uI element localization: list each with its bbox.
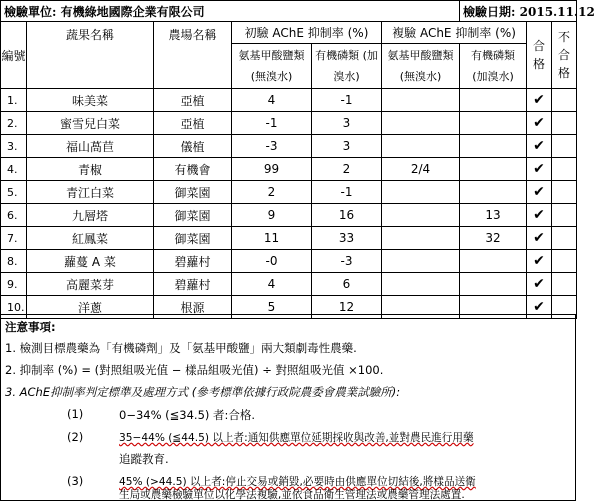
table-row: [1, 112, 577, 135]
organophosphate-retest-value: [460, 89, 527, 112]
pass-mark: ✔: [527, 227, 552, 250]
fail-mark: [552, 181, 577, 204]
carbamate-retest-value: [382, 227, 460, 250]
fail-mark: [552, 112, 577, 135]
table-body: [1, 89, 577, 319]
col-organophosphate: 有機磷類 (加溴水): [312, 44, 382, 89]
notes-section: [0, 314, 576, 501]
note-3: 3. AChE抑制率判定標準及處理方式 (參考標準依據行政院農委會農業試驗所):: [5, 385, 401, 399]
col-fail: 不合格: [552, 22, 577, 89]
vegetable-name: 洋蔥: [27, 296, 154, 319]
vegetable-name: 高麗菜芽: [27, 273, 154, 296]
inspection-unit: 檢驗單位: 有機綠地國際企業有限公司: [1, 1, 460, 22]
fail-mark: [552, 158, 577, 181]
fail-mark: [552, 273, 577, 296]
carbamate-retest-value: [382, 250, 460, 273]
carbamate-value: 5: [232, 296, 312, 319]
col-vegetable: 蔬果名稱: [27, 22, 154, 89]
row-number: 3.: [1, 135, 27, 158]
farm-name: 御菜園: [154, 227, 232, 250]
organophosphate-retest-value: [460, 250, 527, 273]
carbamate-value: 99: [232, 158, 312, 181]
carbamate-value: 11: [232, 227, 312, 250]
farm-name: 御菜園: [154, 181, 232, 204]
organophosphate-value: 3: [312, 112, 382, 135]
criteria-1-number: (1): [67, 407, 84, 421]
carbamate-retest-value: [382, 181, 460, 204]
farm-name: 碧蘿村: [154, 273, 232, 296]
organophosphate-value: 16: [312, 204, 382, 227]
criteria-2-cont: 追蹤教育.: [119, 452, 169, 466]
carbamate-retest-value: [382, 135, 460, 158]
pass-mark: ✔: [527, 296, 552, 319]
note-1: 1. 檢測目標農藥為「有機磷劑」及「氨基甲酸鹽」兩大類劇毒性農藥.: [5, 341, 357, 355]
carbamate-retest-value: [382, 112, 460, 135]
organophosphate-retest-value: [460, 181, 527, 204]
pass-mark: ✔: [527, 181, 552, 204]
organophosphate-retest-value: 32: [460, 227, 527, 250]
note-2: 2. 抑制率 (%) = (對照組吸光值 − 樣品組吸光值) ÷ 對照組吸光值 ×100.: [5, 363, 384, 377]
criteria-3-cont: 生局或農藥檢驗單位以化學法複驗,並依食品衛生管理法或農藥管理法處置.: [119, 489, 465, 501]
col-organophosphate-retest: 有機磷類 (加溴水): [460, 44, 527, 89]
pass-mark: ✔: [527, 158, 552, 181]
carbamate-value: -3: [232, 135, 312, 158]
organophosphate-value: 12: [312, 296, 382, 319]
fail-mark: [552, 89, 577, 112]
organophosphate-retest-value: 13: [460, 204, 527, 227]
table-row: [1, 135, 577, 158]
carbamate-value: 4: [232, 273, 312, 296]
table-row: [1, 89, 577, 112]
farm-name: 碧蘿村: [154, 250, 232, 273]
carbamate-retest-value: [382, 204, 460, 227]
pass-mark: ✔: [527, 135, 552, 158]
col-pass: 合格: [527, 22, 552, 89]
farm-name: 根源: [154, 296, 232, 319]
carbamate-retest-value: [382, 89, 460, 112]
row-number: 6.: [1, 204, 27, 227]
criteria-1: 0−34% (≦34.5) 者:合格.: [119, 408, 256, 422]
criteria-3-number: (3): [67, 474, 84, 488]
col-carbamate: 氨基甲酸鹽類 (無溴水): [232, 44, 312, 89]
table-row: [1, 204, 577, 227]
fail-mark: [552, 135, 577, 158]
criteria-3: 45% (>44.5) 以上者:停止交易或銷毀,必要時由供應單位切結後,將樣品送衛: [119, 476, 476, 488]
farm-name: 亞植: [154, 89, 232, 112]
fail-mark: [552, 204, 577, 227]
criteria-2: 35−44% (≦44.5) 以上者:通知供應單位延期採收與改善,並對農民進行用藥: [119, 432, 474, 444]
vegetable-name: 青椒: [27, 158, 154, 181]
organophosphate-value: 6: [312, 273, 382, 296]
pass-mark: ✔: [527, 112, 552, 135]
organophosphate-value: 3: [312, 135, 382, 158]
carbamate-value: 4: [232, 89, 312, 112]
organophosphate-value: 33: [312, 227, 382, 250]
row-number: 7.: [1, 227, 27, 250]
pass-mark: ✔: [527, 204, 552, 227]
table-row: [1, 158, 577, 181]
vegetable-name: 福山萵苣: [27, 135, 154, 158]
organophosphate-retest-value: [460, 158, 527, 181]
vegetable-name: 味美菜: [27, 89, 154, 112]
carbamate-retest-value: [382, 273, 460, 296]
organophosphate-retest-value: [460, 112, 527, 135]
vegetable-name: 九層塔: [27, 204, 154, 227]
carbamate-value: 2: [232, 181, 312, 204]
carbamate-value: -1: [232, 112, 312, 135]
organophosphate-value: -3: [312, 250, 382, 273]
organophosphate-value: 2: [312, 158, 382, 181]
col-index: 編號: [1, 22, 27, 89]
farm-name: 儀植: [154, 135, 232, 158]
col-retest-inhibition: 複驗 AChE 抑制率 (%): [382, 22, 527, 44]
vegetable-name: 青江白菜: [27, 181, 154, 204]
carbamate-retest-value: 2/4: [382, 158, 460, 181]
row-number: 2.: [1, 112, 27, 135]
inspection-date: 檢驗日期: 2015.11.12: [460, 1, 577, 22]
organophosphate-value: -1: [312, 181, 382, 204]
organophosphate-value: -1: [312, 89, 382, 112]
pass-mark: ✔: [527, 273, 552, 296]
vegetable-name: 蘿蔓 A 菜: [27, 250, 154, 273]
organophosphate-retest-value: [460, 273, 527, 296]
pass-mark: ✔: [527, 250, 552, 273]
table-row: [1, 250, 577, 273]
row-number: 10.: [1, 296, 27, 319]
pass-mark: ✔: [527, 89, 552, 112]
row-number: 9.: [1, 273, 27, 296]
carbamate-value: 9: [232, 204, 312, 227]
row-number: 5.: [1, 181, 27, 204]
col-farm: 農場名稱: [154, 22, 232, 89]
farm-name: 御菜園: [154, 204, 232, 227]
fail-mark: [552, 227, 577, 250]
row-number: 1.: [1, 89, 27, 112]
farm-name: 亞植: [154, 112, 232, 135]
fail-mark: [552, 250, 577, 273]
criteria-2-number: (2): [67, 430, 84, 444]
col-carbamate-retest: 氨基甲酸鹽類 (無溴水): [382, 44, 460, 89]
notes-title: 注意事項:: [5, 320, 56, 334]
organophosphate-retest-value: [460, 135, 527, 158]
table-row: [1, 181, 577, 204]
table-row: [1, 273, 577, 296]
col-initial-inhibition: 初驗 AChE 抑制率 (%): [232, 22, 382, 44]
table-row: [1, 227, 577, 250]
row-number: 4.: [1, 158, 27, 181]
row-number: 8.: [1, 250, 27, 273]
carbamate-value: -0: [232, 250, 312, 273]
vegetable-name: 紅鳳菜: [27, 227, 154, 250]
farm-name: 有機會: [154, 158, 232, 181]
vegetable-name: 蜜雪兒白菜: [27, 112, 154, 135]
